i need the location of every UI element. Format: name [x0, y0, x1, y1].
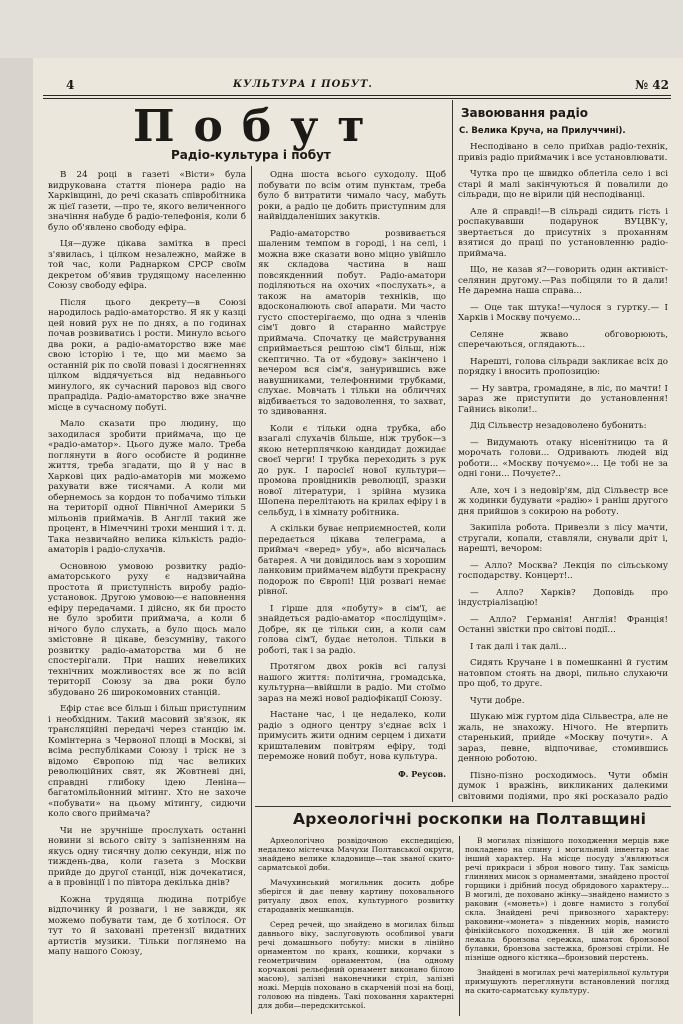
- signature-reusov: Ф. Реусов.: [398, 768, 446, 779]
- paragraph: І гірше для «побуту» в сім'ї, ає знайдеться радіо-аматор «послідущім». Добре, як це тільки син, а коли сам голова сім'ї, будає нетолон. Тільки в роботі, так і за радіо.: [258, 603, 446, 656]
- newspaper-page: [33, 58, 683, 1024]
- running-head: КУЛЬТУРА І ПОБУТ.: [233, 79, 373, 90]
- paragraph: Мачухинський могильник досить добре зберігся й дає певну картину поховального ритуалу двох епох, культурного розвитку стародавніх мешканців.: [258, 878, 454, 914]
- paragraph: Протягом двох років всі галузі нашого життя: політична, громадська, культурна—ввійшли в радіо. Ми стоїмо зараз на межі нової радіофікації Союзу.: [258, 662, 446, 704]
- paragraph: — Алло? Москва? Лекція по сільському господарству. Концерт!..: [458, 560, 668, 581]
- archaeology-column-2: [465, 836, 669, 1016]
- scan-top-margin: [0, 0, 683, 58]
- article-subtitle: Радіо-культура і побут: [171, 148, 331, 162]
- paragraph: Чи не зручніше прослухать останні новини зі всього світу з запізненням на якусь одну тисячну долю секунди, ніж по тиждень-два, коли газета з Москви прийде до другої станції, ніж дочекатися, а в провінції і по півтора декілька днів?: [48, 825, 246, 888]
- paragraph: Ця—дуже цікава замітка в пресі з'явилась, і цілком незалежно, майже в той час, коли Раднарком СРСР своїм декретом об'явив трудящому населенню Союзу свободу ефіра.: [48, 239, 246, 291]
- header-rule: [43, 95, 671, 96]
- page-title: Побут: [133, 101, 384, 152]
- paragraph: Але й справді!—В сільраді сидить гість і роспакувавши подарунок ВУЦВК'у, звертається до присутніх з проханням взятися до праці по установленню радіо-приймача.: [458, 206, 668, 259]
- archaeology-column-1: [258, 836, 454, 1016]
- paragraph: Кожна трудяща людина потрібує відпочинку й розваги, і не завжди, як можемо побувати там, де б хотілося. От тут то й заховані претензії видатних артистів музики. Тільки поглянемо на мапу нашого Союзу,: [48, 894, 246, 957]
- article-column-1: [48, 170, 246, 1008]
- issue-number: № 42: [635, 78, 669, 92]
- column-rule-1: [251, 166, 252, 1014]
- paragraph: Сидять Кручане і в помешканні й густим натовпом стоять на дворі, пильно слухаючи про щоб, то другє.: [458, 658, 668, 689]
- page-number: 4: [66, 78, 75, 92]
- section-rule: [255, 806, 671, 807]
- paragraph: Ефір стає все більш і більш приступним і необхідним. Такий масовий зв'язок, як трансляційні передачі через станцію ім. Комінтерна з Червоної площі в Москві, зі всіма республіками Союзу і тріск не з відомо Європою під час великих революційних свят, як Жовтневі дні, справдні глибоку ідею Леніна—багатомільйонний мітинг. Хто не захоче «побувати» на цьому мітингу, сидючи коло свого приймача?: [48, 704, 246, 819]
- paragraph: Радіо-аматорство розвивається шаленим темпом в городі, і на селі, і можна вже сказати воно міцно увійшло як складова частина в наш повсякденний побут. Радіо-аматори поділяються на охочих «послухать», а також на аматорів техніків, що вдосконалюють свої апарати. Ми часто густо спостерігаємо, що одна з членів сім'ї довго й старанно майструє приймача. Спочатку це майстрування сприймається рештою сім'ї більш, ніж скептично. Та от «будову» закінчено і вечером вся сім'я, занурившись вже навушниками, телефонними трубками, слухає. Мовчать і тільки на обличчях відбивається то задоволення, то захват, то здивовання.: [258, 228, 446, 417]
- paragraph: Мало сказати про людину, що заходилася зробити приймача, що це «радіо-аматор». Цього дуже мало. Треба поглянути в його особисте й родинне життя, треба згадати, що й у нас в Харкові цих радіо-аматорів ми можемо рахувати вже тисячами. А коли ми обернемось за кордон то побачимо тільки на території одної Північної Америки 5 мільонів приймачів. В Англії такий же процент, в Німеччині трохи менший і т. д. Така незвичайно велика кількість радіо-аматорів і радіо-слухачів.: [48, 419, 246, 555]
- paragraph: Чутка про це швидко облетіла село і всі старі й малі закінчуються й повалили до сільради, що не вірили цій несподіванці.: [458, 169, 668, 200]
- paragraph: Настане час, і це недалеко, коли радіо з одного центру з'єднає всіх і примусить жити одним серцем і дихати кришталевим повітрям ефіру, тоді переможе новий побут, нова культура.: [258, 710, 446, 762]
- paragraph: Коли є тільки одна трубка, або взагалі слухачів більше, ніж трубок—з якою нетерплячкою кандидат дожидає своєї черги! І трубка переходить з рук до рук. І паросієї нової культури—промова провідників революції, зразки нової літератури, і зрійна музика Шопена перелітають на крилах ефіру і в сельбуд, і в хімнату робітника.: [258, 423, 446, 518]
- paragraph: Але, хоч і з недовір'ям, дід Сільвестр все ж ходинки будувати «радію» і раніш другого дня прийшов з сокирою на роботу.: [458, 485, 668, 517]
- paragraph: Пізно-пізно росходимось. Чути обмін думок і вражінь, викликаних далекими світовими подіями, про які росказало радіо: [458, 770, 668, 802]
- paragraph: Археологічно розвідочною експедицією, недалеко містечка Мачухи Полтавської округи, знайдено велике кладовище—так званої скито-сарматської доби.: [258, 836, 454, 872]
- paragraph: Дід Сільвестр незадоволено бубонить:: [470, 421, 647, 431]
- column-rule-3: [459, 836, 460, 1016]
- paragraph: — Оце так штука!—чулося з гуртку.— І Харків і Москву почуємо...: [458, 302, 668, 323]
- header-rule-2: [43, 98, 671, 99]
- paragraph: І так далі і так далі...: [470, 641, 567, 652]
- side-article-title: Завоювання радіо: [461, 106, 589, 120]
- paragraph: Несподівано в село приїхав радіо-технік, привіз радіо приймачик і все установлювати.: [458, 142, 668, 163]
- article-column-2: [258, 170, 446, 800]
- paragraph: В могилах пізнішого походження мерців вже покладено на спину і могильний інвентар має інший характер. На місце посуду з'являються речі прикраси і зброя нового типу. Так замісць глиняних мисок з орнаментами, знайдено простої горщики і дрібний посуд обрядового характеру... В могилі, де поховано жінку—знайдено намисто з раковин («монеть») і довге намисто з голубої скла. Знайдені речі привозного характеру: раковини-«монета» з південних морів, намисто фінікійського походження. В цій же могилі лежала бронзова сережка, шматок бронзової булавки, бронзова застежка, бронзові стріли. Не пізніше одного кістяка—бронзовий перстень.: [465, 836, 669, 962]
- side-article-subtitle: С. Велика Круча, на Прилуччині).: [459, 126, 626, 136]
- paragraph: Одна шоста всього суходолу. Щоб побувати по всім отим пунктам, треба було б витратити чимало часу, мабуть роки, а радіо це добить приступним для найвіддаленіших закутків.: [258, 170, 446, 222]
- paragraph: Серед речей, що знайдено в могилах більш давнього віку, заслуговують особливої уваги речі домашнього побуту: миски в лінійно орнаментом по краях, кошики, корчаки з геометричним орнаментом, (на одному корчакові рельєфний орнамент виконано білою масою), залізні наконечники стріл, залізні ножі. Мерців поховано в скарченій позі на боці, головою на південь. Такі поховання характерні для доби—передскитської.: [258, 920, 454, 1010]
- paragraph: — Видумають отаку нісенітницю та й морочать голови... Одривають людей від роботи... «Москву почуємо»... Це тобі не за одні гони... Почуєте?..: [458, 437, 668, 479]
- paragraph: Основною умовою розвитку радіо-аматорського руху є надзвичайна простота й приступність виробу радіо-установок. Другою умовою—є наповнення ефіру передачами. І дійсно, як би просто не було зробити приймача, а коли б нічого було слухать, а було щось мало змістовне й цікаве, безсумніву, такого розвитку радіо-аматорства ми б не спостерігали. При наших невеликих технічних можливостях все ж по всій території Союзу за два роки було збудовано 26 широкомовних станцій.: [48, 561, 246, 698]
- paragraph: Селяне жваво обговорюють, сперечаються, оглядають...: [458, 329, 668, 350]
- paragraph: Нарешті, голова сільради закликає всіх до порядку і вносить пропозицію:: [458, 356, 668, 377]
- paragraph: — Алло? Германія! Англія! Франція! Останні звістки про світові події...: [458, 614, 668, 635]
- archaeology-title: Археологічні роскопки на Полтавщині: [293, 810, 647, 828]
- article-column-3: [458, 142, 668, 802]
- paragraph: Що, не казав я?—говорить один активіст-селянин другому.—Раз побіцяли то й дали! Не даремна наша справа...: [458, 265, 668, 296]
- paragraph: Знайдені в могилах речі матеріяльної культури примушують переглянути встановлений погляд на скито-сарматську культуру.: [465, 968, 669, 995]
- paragraph: Після цього декрету—в Союзі народилось радіо-аматорство. Я як у казці цей новий рух не по днях, а по годинах почав розвиватись і рости. Минуло всього два роки, а радіо-аматорство вже має свою історію і те, що ми маємо за останній рік по своїй повазі і досягненнях цілком віддячується від недавнього минулого, як сучасний паровоз від свого прапрадіда. Радіо-аматорство вже значне місце в сучасному побуті.: [48, 297, 246, 413]
- paragraph: Шукаю між гуртом діда Сільвестра, але не жаль, не знахожу. Нічого. Не втерпить старенький, прийде «Москву почути». А зараз, певне, відпочиває, стомившись денною роботою.: [458, 712, 668, 764]
- paragraph: Чути добре.: [470, 695, 525, 706]
- paragraph: Закипіла робота. Привезли з лісу мачти, стругали, копали, ставляли, снували дріт і, нарешті, вечором:: [458, 523, 668, 554]
- paragraph: — Алло? Харків? Доповідь про індустріалізацію!: [458, 587, 668, 608]
- column-rule-2: [452, 100, 453, 802]
- paragraph: В 24 році в газеті «Вісти» була видрукована стаття піонера радіо на Харківщині, до речі сказать співробітника ж цієї газети, —про те, якого величенного значіння набуде б радіо-телефонія, коли б було об'явлено свободу ефіра.: [48, 170, 246, 233]
- paragraph: — Ну завтра, громадяне, в ліс, по мачти! І зараз же приступити до установлення! Гайнись віколи!..: [458, 383, 668, 415]
- paragraph: А скільки буває неприємностей, коли передається цікава телеграма, а приймач «веред» убу», або вісичалась батарея. А чи довідилось вам з хорошим ланковим приймачем відбути прекрасну подорож по Європі! Цій розвагі немає рівної.: [258, 524, 446, 597]
